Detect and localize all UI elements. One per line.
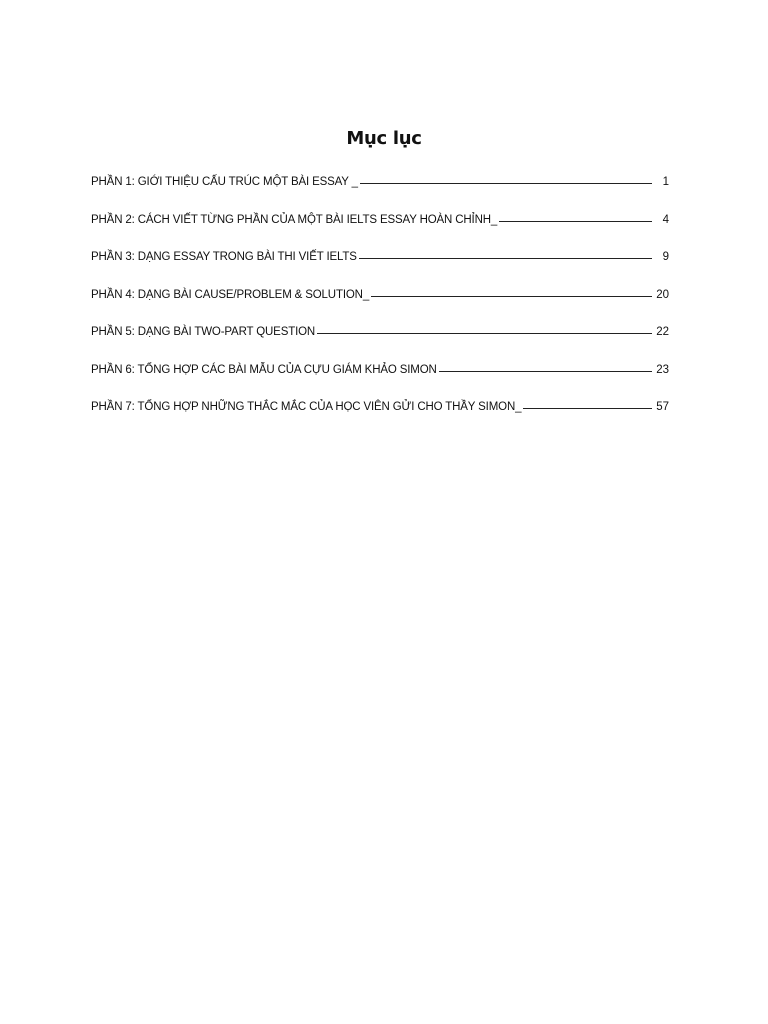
toc-entry-text: PHẦN 6: TỔNG HỢP CÁC BÀI MẪU CỦA CỰU GIÁM KHẢO SIMON: [91, 363, 437, 376]
toc-entry-text: PHẦN 2: CÁCH VIẾT TỪNG PHẦN CỦA MỘT BÀI IELTS ESSAY HOÀN CHỈNH_: [91, 213, 498, 226]
toc-entry-text: PHẦN 5: DẠNG BÀI TWO-PART QUESTION: [91, 326, 316, 338]
toc-page-number: 20: [656, 288, 669, 301]
toc-entry[interactable]: [91, 326, 669, 344]
toc-leader-line: [499, 221, 652, 222]
page-title: Mục lục: [346, 128, 422, 149]
toc-page-number: 1: [662, 176, 669, 188]
toc-entry[interactable]: [91, 401, 669, 419]
toc-leader-line: [371, 296, 652, 297]
toc-entry-text: PHẦN 1: GIỚI THIỆU CẤU TRÚC MỘT BÀI ESSAY _: [91, 176, 358, 188]
toc-entry-text: PHẦN 3: DẠNG ESSAY TRONG BÀI THI VIẾT IELTS: [91, 251, 357, 263]
toc-entry-text: PHẦN 7: TỔNG HỢP NHỮNG THẮC MẮC CỦA HỌC VIÊN GỬI CHO THẦY SIMON_: [91, 401, 522, 413]
toc-entry[interactable]: [91, 289, 669, 307]
toc-entry-text: PHẦN 4: DẠNG BÀI CAUSE/PROBLEM & SOLUTION_: [91, 288, 370, 301]
toc-entry[interactable]: [91, 251, 669, 269]
toc-leader-line: [360, 183, 652, 184]
toc-leader-line: [317, 333, 652, 334]
toc-leader-line: [523, 408, 652, 409]
table-of-contents: [91, 176, 669, 439]
toc-page-number: 9: [662, 251, 669, 263]
toc-entry[interactable]: [91, 176, 669, 194]
toc-leader-line: [359, 258, 652, 259]
toc-page-number: 57: [656, 401, 669, 413]
toc-leader-line: [439, 371, 652, 372]
toc-page-number: 4: [662, 213, 669, 226]
toc-entry[interactable]: [91, 214, 669, 232]
toc-entry[interactable]: [91, 364, 669, 382]
toc-page-number: 22: [656, 326, 669, 338]
toc-page-number: 23: [656, 363, 669, 376]
